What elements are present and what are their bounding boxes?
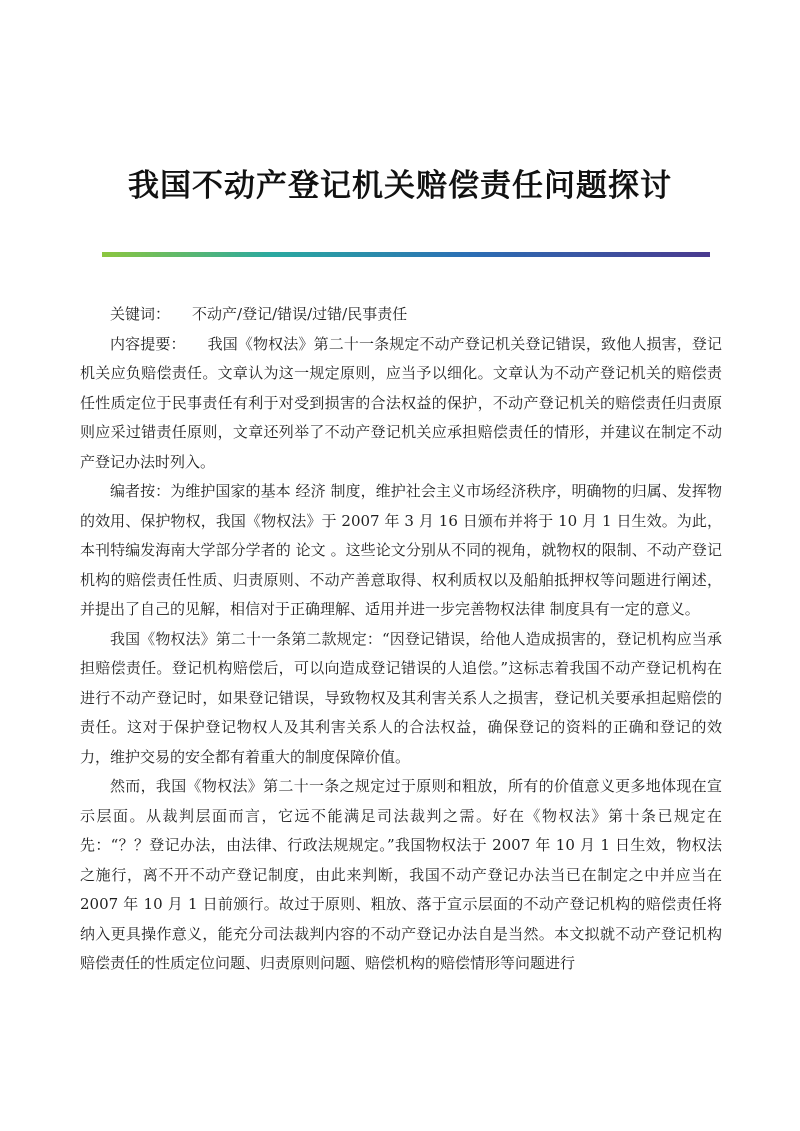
abstract-label: 内容提要： (110, 334, 186, 353)
body-paragraph: 然而，我国《物权法》第二十一条之规定过于原则和粗放，所有的价值意义更多地体现在宣示层面。从裁判层面而言，它远不能满足司法裁判之需。好在《物权法》第十条已规定在先：“？？登记办法，由法律、行政法规规定。”我国物权法于 2007 年 10 月 1 日生效，物权法之施行，离不开不动产登记制度，由此来判断，我国不动产登记办法当已在制定之中并应当在 2007 年 10 月 1 日前颁行。故过于原则、粗放、落于宣示层面的不动产登记机构的赔偿责任将纳入更具操作意义，能充分司法裁判内容的不动产登记办法自是当然。本文拟就不动产登记机构赔偿责任的性质定位问题、归责原则问题、赔偿机构的赔偿情形等问题进行 (80, 777, 722, 972)
keywords-text: 不动产/登记/错误/过错/民事责任 (192, 305, 408, 323)
keywords-paragraph (80, 300, 722, 330)
document-body (80, 300, 722, 979)
abstract-text: 我国《物权法》第二十一条规定不动产登记机关登记错误，致他人损害，登记机关应负赔偿责任。文章认为这一规定原则，应当予以细化。文章认为不动产登记机关的赔偿责任性质定位于民事责任有利于对受到损害的合法权益的保护，不动产登记机关的赔偿责任归责原则应采过错责任原则，文章还列举了不动产登记机关应承担赔偿责任的情形，并建议在制定不动产登记办法时列入。 (80, 334, 722, 471)
keywords-label: 关键词： (110, 305, 171, 323)
body-paragraph: 我国《物权法》第二十一条第二款规定：“因登记错误，给他人造成损害的，登记机构应当承担赔偿责任。登记机构赔偿后，可以向造成登记错误的人追偿。”这标志着我国不动产登记机构在进行不动产登记时，如果登记错误，导致物权及其利害关系人之损害，登记机关要承担起赔偿的责任。这对于保护登记物权人及其利害关系人的合法权益，确保登记的资料的正确和登记的效力，维护交易的安全都有着重大的制度保障价值。 (80, 629, 722, 766)
title-divider (102, 252, 710, 257)
editor-note-paragraph: 编者按：为维护国家的基本 经济 制度，维护社会主义市场经济秩序，明确物的归属、发挥物的效用、保护物权，我国《物权法》于 2007 年 3 月 16 日颁布并将于 10 月 1 日生效。为此，本刊特编发海南大学部分学者的 论文 。这些论文分别从不同的视角，就物权的限制、不动产登记机构的赔偿责任性质、归责原则、不动产善意取得、权利质权以及船舶抵押权等问题进行阐述，并提出了自己的见解，相信对于正确理解、适用并进一步完善物权法律 制度具有一定的意义。 (80, 482, 722, 618)
abstract-paragraph (80, 330, 722, 478)
document-title: 我国不动产登记机关赔偿责任问题探讨 (128, 168, 672, 204)
